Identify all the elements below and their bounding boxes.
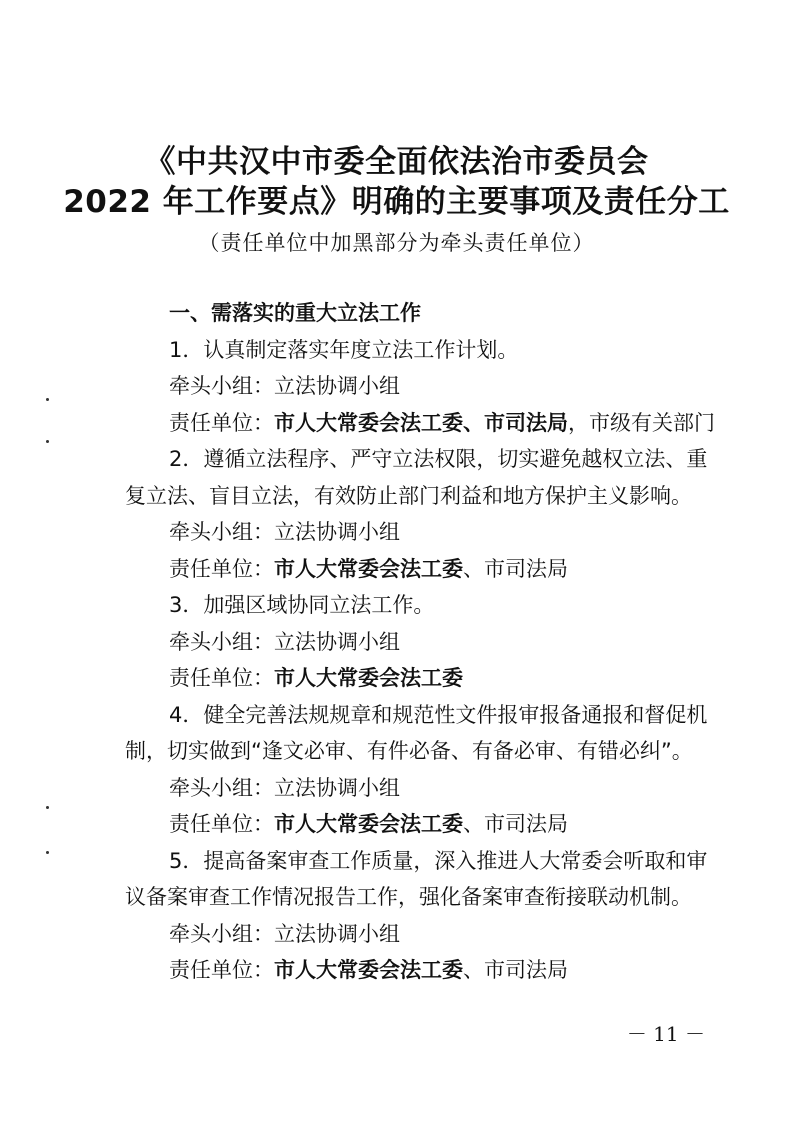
item-text: 2．遵循立法程序、严守立法权限，切实避免越权立法、重 — [169, 447, 708, 471]
binding-mark — [46, 851, 49, 854]
item-text: 3．加强区域协同立法工作。 — [169, 593, 435, 617]
lead-group-label: 牵头小组： — [169, 374, 274, 398]
responsible-lead-units: 市人大常委会法工委 — [274, 556, 463, 581]
item-text-continued: 制，切实做到“逢文必审、有件必备、有备必审、有错必纠”。 — [125, 739, 693, 763]
responsible-line — [125, 952, 715, 989]
page-number: － 11 － — [626, 1022, 705, 1046]
document-title — [0, 142, 793, 258]
responsible-lead-units: 市人大常委会法工委、市司法局 — [274, 410, 568, 435]
responsible-label: 责任单位： — [169, 812, 274, 836]
item-text: 4．健全完善法规规章和规范性文件报审报备通报和督促机 — [169, 702, 708, 727]
binding-mark — [46, 806, 49, 809]
subtitle: （责任单位中加黑部分为牵头责任单位） — [198, 231, 595, 255]
lead-group-line — [125, 514, 715, 551]
responsible-other-units: 、市司法局 — [463, 958, 568, 982]
responsible-other-units: ，市级有关部门 — [568, 410, 715, 435]
item-text-continued: 议备案审查工作情况报告工作，强化备案审查衔接联动机制。 — [125, 885, 692, 909]
responsible-label: 责任单位： — [169, 666, 274, 690]
lead-group-label: 牵头小组： — [169, 921, 274, 946]
responsible-other-units: 、市司法局 — [463, 556, 568, 581]
responsible-label: 责任单位： — [169, 958, 274, 982]
title-line-2: 2022 年工作要点》明确的主要事项及责任分工 — [63, 184, 730, 220]
responsible-label: 责任单位： — [169, 410, 274, 435]
responsible-line — [125, 660, 715, 697]
responsible-lead-units: 市人大常委会法工委 — [274, 812, 463, 836]
lead-group-value: 立法协调小组 — [274, 374, 400, 398]
document-body — [125, 295, 715, 989]
lead-group-line — [125, 916, 715, 953]
lead-group-label: 牵头小组： — [169, 629, 274, 654]
lead-group-line — [125, 368, 715, 405]
lead-group-label: 牵头小组： — [169, 775, 274, 800]
item-text: 5．提高备案审查工作质量，深入推进人大常委会听取和审 — [169, 848, 708, 873]
responsible-lead-units: 市人大常委会法工委 — [274, 666, 463, 690]
section-heading: 一、需落实的重大立法工作 — [169, 301, 421, 325]
responsible-other-units: 、市司法局 — [463, 812, 568, 836]
lead-group-value: 立法协调小组 — [274, 775, 400, 800]
responsible-line — [125, 551, 715, 588]
item-text: 1．认真制定落实年度立法工作计划。 — [169, 337, 519, 362]
title-line-1: 《中共汉中市委全面依法治市委员会 — [144, 144, 649, 180]
responsible-line — [125, 806, 715, 843]
lead-group-value: 立法协调小组 — [274, 921, 400, 946]
binding-mark — [46, 398, 49, 401]
responsible-lead-units: 市人大常委会法工委 — [274, 958, 463, 982]
binding-mark — [46, 440, 49, 443]
responsible-label: 责任单位： — [169, 556, 274, 581]
lead-group-line — [125, 624, 715, 661]
lead-group-value: 立法协调小组 — [274, 629, 400, 654]
lead-group-value: 立法协调小组 — [274, 520, 400, 544]
item-text-continued: 复立法、盲目立法，有效防止部门利益和地方保护主义影响。 — [125, 483, 692, 508]
lead-group-line — [125, 770, 715, 807]
responsible-line — [125, 405, 715, 442]
lead-group-label: 牵头小组： — [169, 520, 274, 544]
